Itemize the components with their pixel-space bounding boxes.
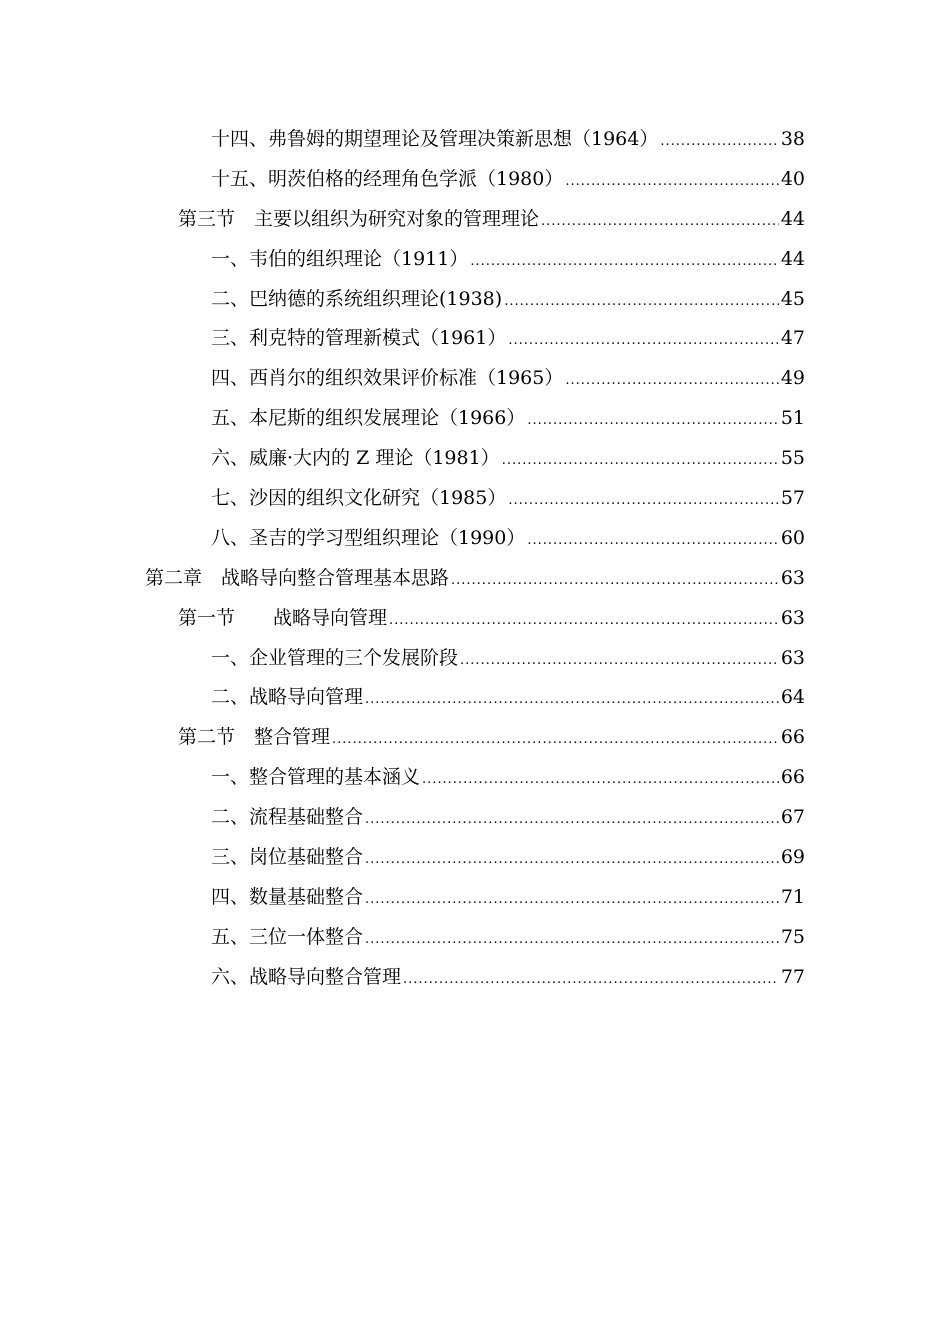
toc-dot-leader [502,441,779,481]
toc-chapter-heading[interactable] [0,559,950,599]
toc-entry[interactable] [0,160,950,200]
toc-entry[interactable] [0,838,950,878]
toc-entry-page: 63 [780,566,805,589]
toc-entry-page: 66 [780,726,805,749]
toc-entry-title: 五、三位一体整合 [211,925,364,948]
toc-entry[interactable] [0,798,950,838]
toc-dot-leader [460,641,779,681]
toc-entry[interactable] [0,439,950,479]
toc-entry[interactable] [0,758,950,798]
toc-entry-title: 五、本尼斯的组织发展理论（1966） [211,407,526,430]
toc-entry-title: 四、西肖尔的组织效果评价标准（1965） [211,367,564,390]
toc-dot-leader [527,401,778,441]
toc-dot-leader [389,601,779,641]
toc-dot-leader [365,840,779,880]
toc-dot-leader [470,242,778,282]
toc-entry[interactable] [0,678,950,718]
toc-entry-page: 64 [780,686,805,709]
toc-dot-leader [365,920,779,960]
toc-entry-title: 三、岗位基础整合 [211,846,364,869]
toc-entry-title: 第二节 整合管理 [178,726,331,749]
toc-entry-title: 七、沙因的组织文化研究（1985） [211,487,507,510]
toc-entry-page: 63 [780,606,805,629]
toc-dot-leader [332,720,779,760]
toc-dot-leader [508,321,778,361]
toc-entry[interactable] [0,479,950,519]
toc-entry-page: 55 [780,447,805,470]
toc-entry-title: 一、企业管理的三个发展阶段 [211,646,459,669]
toc-entry[interactable] [0,359,950,399]
toc-entry-title: 一、韦伯的组织理论（1911） [211,247,469,270]
toc-entry-page: 69 [780,846,805,869]
toc-dot-leader [527,521,778,561]
toc-entry-page: 45 [780,287,805,310]
toc-entry[interactable] [0,280,950,320]
toc-entry-page: 38 [780,128,805,150]
toc-section-heading[interactable] [0,200,950,240]
toc-dot-leader [365,800,779,840]
toc-entry-page: 40 [780,167,805,190]
toc-section-heading[interactable] [0,718,950,758]
toc-dot-leader [365,880,779,920]
toc-entry-page: 49 [780,367,805,390]
toc-entry-title: 四、数量基础整合 [211,885,364,908]
toc-entry-title: 第三节 主要以组织为研究对象的管理理论 [178,207,540,230]
toc-entry-title: 六、威廉·大内的 Z 理论（1981） [211,447,500,470]
toc-entry-title: 十五、明茨伯格的经理角色学派（1980） [211,167,564,190]
toc-entry-page: 67 [780,806,805,829]
toc-entry-title: 一、整合管理的基本涵义 [211,766,421,789]
toc-entry-page: 66 [780,766,805,789]
toc-entry-page: 57 [780,487,805,510]
toc-entry[interactable] [0,958,950,998]
toc-dot-leader [541,202,779,242]
toc-dot-leader [422,760,779,800]
toc-entry-page: 44 [780,207,805,230]
toc-section-heading[interactable] [0,599,950,639]
toc-entry-page: 77 [780,965,805,988]
toc-entry-title: 第二章 战略导向整合管理基本思路 [145,566,450,589]
toc-entry-title: 第一节 战略导向管理 [178,606,388,629]
toc-entry-title: 二、战略导向管理 [211,686,364,709]
toc-entry[interactable] [0,120,950,160]
toc-dot-leader [504,282,779,322]
toc-dot-leader [508,481,778,521]
toc-entry-title: 十四、弗鲁姆的期望理论及管理决策新思想（1964） [211,128,659,150]
toc-dot-leader [565,361,778,401]
toc-entry-page: 75 [780,925,805,948]
toc-entry-title: 二、流程基础整合 [211,806,364,829]
toc-entry[interactable] [0,399,950,439]
toc-entry-page: 60 [780,526,805,549]
toc-entry-page: 71 [780,885,805,908]
toc-entry[interactable] [0,639,950,679]
toc-entry-page: 47 [780,327,805,350]
toc-entry-title: 八、圣吉的学习型组织理论（1990） [211,526,526,549]
toc-entry-page: 63 [780,646,805,669]
toc-entry[interactable] [0,319,950,359]
toc-entry-title: 三、利克特的管理新模式（1961） [211,327,507,350]
toc-dot-leader [660,122,778,162]
toc-entry[interactable] [0,878,950,918]
table-of-contents [0,120,950,998]
toc-entry-page: 51 [780,407,805,430]
toc-dot-leader [365,680,779,720]
toc-dot-leader [565,162,778,202]
toc-dot-leader [451,561,779,601]
toc-dot-leader [403,960,779,1000]
toc-entry[interactable] [0,519,950,559]
toc-entry[interactable] [0,918,950,958]
toc-entry[interactable] [0,240,950,280]
toc-entry-title: 六、战略导向整合管理 [211,965,402,988]
toc-entry-page: 44 [780,247,805,270]
toc-entry-title: 二、巴纳德的系统组织理论(1938) [211,287,503,310]
